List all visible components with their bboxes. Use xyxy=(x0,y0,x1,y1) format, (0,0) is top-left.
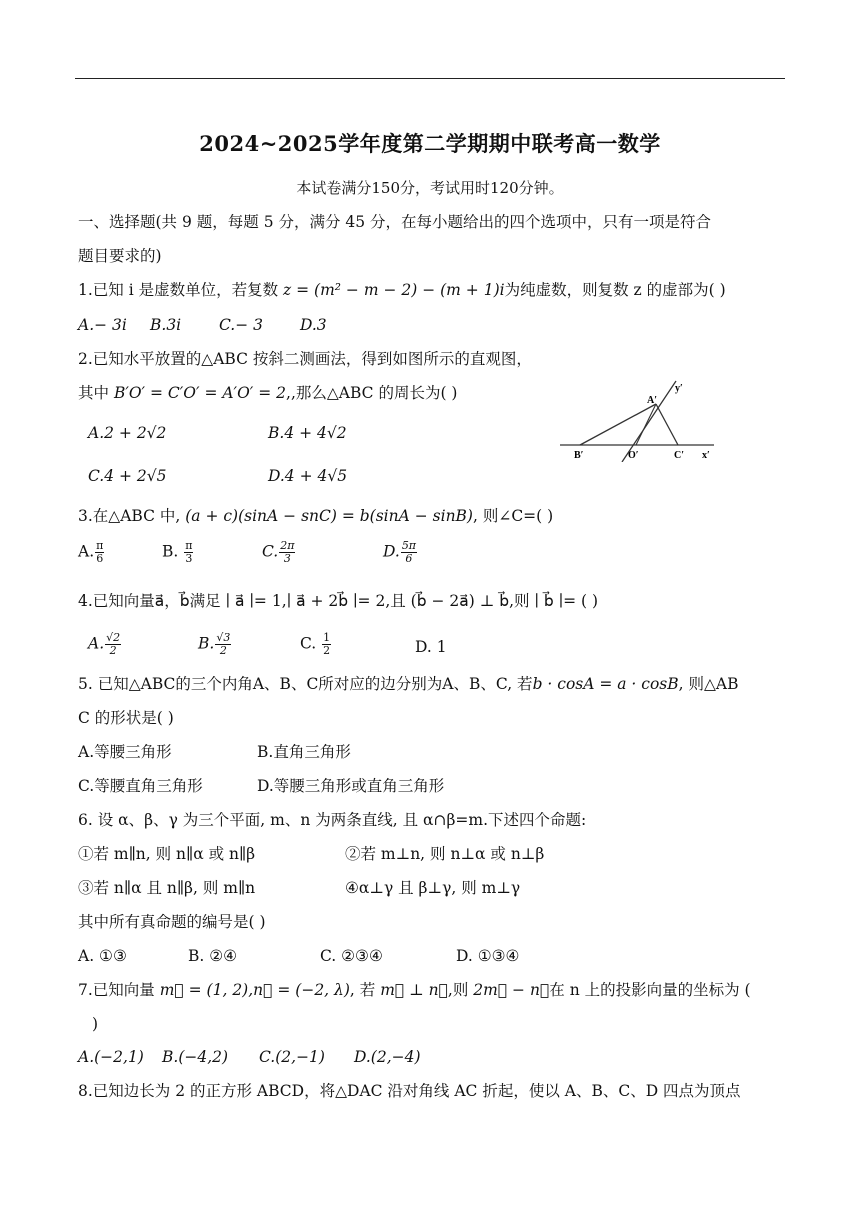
q2-option-d[interactable]: D.4 + 4√5 xyxy=(268,467,348,485)
section-heading: 一、选择题(共 9 题，每题 5 分，满分 45 分，在每小题给出的四个选项中，只有一项是符合 xyxy=(78,213,712,231)
q3-option-b[interactable]: B. $\frac{\pi}{3}$ xyxy=(162,539,193,565)
q1-option-d[interactable]: D.3 xyxy=(300,316,327,334)
q2-option-b[interactable]: B.4 + 4√2 xyxy=(268,424,347,442)
q5-option-a[interactable]: A.等腰三角形 xyxy=(78,743,172,761)
q3-option-a[interactable]: A. $\frac{\pi}{6}$ xyxy=(78,539,104,565)
q6-option-c[interactable]: C. ②③④ xyxy=(320,947,383,965)
segment-ao xyxy=(636,404,656,445)
q2-formula: B′O′ = C′O′ = A′O′ = 2 xyxy=(113,384,287,402)
q5-option-c[interactable]: C.等腰直角三角形 xyxy=(78,777,203,795)
q2-option-c[interactable]: C.4 + 2√5 xyxy=(88,467,167,485)
q3-option-c[interactable]: C. $\frac{2\pi}{3}$ xyxy=(262,539,295,565)
q4-option-b[interactable]: B. $\frac{√3}{2}$ xyxy=(198,631,231,657)
label-o: O′ xyxy=(628,450,639,461)
question-6: 6. 设 α、β、γ 为三个平面, m、n 为两条直线, 且 α∩β=m.下述四个命题: xyxy=(78,811,587,829)
header-rule xyxy=(75,78,785,79)
exam-info: 本试卷满分150分，考试用时120分钟。 xyxy=(296,179,564,197)
q6-proposition-1: ①若 m∥n, 则 n∥α 或 n∥β xyxy=(78,845,256,863)
page-title: 2024~2025学年度第二学期期中联考高一数学 xyxy=(199,131,661,156)
oblique-triangle-figure xyxy=(556,378,718,462)
q7-option-d[interactable]: D.(2,−4) xyxy=(354,1048,421,1066)
q4-option-a[interactable]: A. $\frac{√2}{2}$ xyxy=(88,631,121,657)
q7-option-a[interactable]: A.(−2,1) xyxy=(78,1048,144,1066)
q7-option-c[interactable]: C.(2,−1) xyxy=(259,1048,325,1066)
question-5-cont: C 的形状是( ) xyxy=(78,709,174,727)
question-7-cont: ) xyxy=(92,1015,99,1033)
q6-proposition-3: ③若 n∥α 且 n∥β, 则 m∥n xyxy=(78,879,256,897)
q7-formula: m⃗ = (1, 2),n⃗ = (−2, λ) xyxy=(159,981,350,999)
question-5: 5. 已知△ABC的三个内角A、B、C所对应的边分别为A、B、C, 若b · cosA = a · cosB, 则△AB xyxy=(78,675,739,693)
question-7: 7.已知向量 m⃗ = (1, 2),n⃗ = (−2, λ), 若 m⃗ ⊥ n⃗,则 2m⃗ − n⃗在 n 上的投影向量的坐标为 ( xyxy=(78,981,751,999)
label-b: B′ xyxy=(574,450,584,461)
q4-option-c[interactable]: C. $\frac{1}{2}$ xyxy=(300,631,331,657)
question-4: 4.已知向量a⃗，b⃗满足 ∣ a⃗ ∣= 1,∣ a⃗ + 2b⃗ ∣= 2,且 (b⃗ − 2a⃗) ⊥ b⃗,则 ∣ b⃗ ∣= ( ) xyxy=(78,592,599,610)
question-6-ask: 其中所有真命题的编号是( ) xyxy=(78,913,266,931)
question-2-cont: 其中 B′O′ = C′O′ = A′O′ = 2,,那么△ABC 的周长为( ) xyxy=(78,384,458,402)
q1-option-c[interactable]: C.− 3 xyxy=(219,316,264,334)
q5-formula: b · cosA = a · cosB xyxy=(532,675,679,693)
q6-proposition-4: ④α⊥γ 且 β⊥γ, 则 m⊥γ xyxy=(345,879,521,897)
q1-option-a[interactable]: A.− 3i xyxy=(78,316,127,334)
q4-option-d[interactable]: D. 1 xyxy=(415,638,447,656)
q6-option-b[interactable]: B. ②④ xyxy=(188,947,238,965)
q3-option-d[interactable]: D. $\frac{5\pi}{6}$ xyxy=(383,539,417,565)
q6-option-d[interactable]: D. ①③④ xyxy=(456,947,520,965)
q5-option-b[interactable]: B.直角三角形 xyxy=(257,743,351,761)
q3-formula: (a + c)(sinA − snC) = b(sinA − sinB) xyxy=(185,507,473,525)
q5-option-d[interactable]: D.等腰三角形或直角三角形 xyxy=(257,777,445,795)
q7-option-b[interactable]: B.(−4,2) xyxy=(162,1048,229,1066)
q2-option-a[interactable]: A.2 + 2√2 xyxy=(88,424,167,442)
question-1: 1.已知 i 是虚数单位，若复数 z = (m² − m − 2) − (m + 1)i为纯虚数，则复数 z 的虚部为( ) xyxy=(78,281,726,299)
q6-proposition-2: ②若 m⊥n, 则 n⊥α 或 n⊥β xyxy=(345,845,545,863)
label-x: x′ xyxy=(702,450,710,461)
section-heading-cont: 题目要求的) xyxy=(78,247,162,265)
label-c: C′ xyxy=(674,450,685,461)
q6-option-a[interactable]: A. ①③ xyxy=(78,947,127,965)
question-8: 8.已知边长为 2 的正方形 ABCD，将△DAC 沿对角线 AC 折起，使以 A、B、C、D 四点为顶点 xyxy=(78,1082,741,1100)
q1-formula: z = (m² − m − 2) − (m + 1)i xyxy=(283,281,505,299)
question-2: 2.已知水平放置的△ABC 按斜二测画法，得到如图所示的直观图， xyxy=(78,350,532,368)
question-3: 3.在△ABC 中, (a + c)(sinA − snC) = b(sinA − sinB), 则∠C=( ) xyxy=(78,507,554,525)
label-y: y′ xyxy=(675,383,683,394)
side-ac xyxy=(656,404,678,445)
label-a: A′ xyxy=(647,395,658,406)
q1-option-b[interactable]: B.3i xyxy=(150,316,182,334)
side-ab xyxy=(580,404,656,445)
